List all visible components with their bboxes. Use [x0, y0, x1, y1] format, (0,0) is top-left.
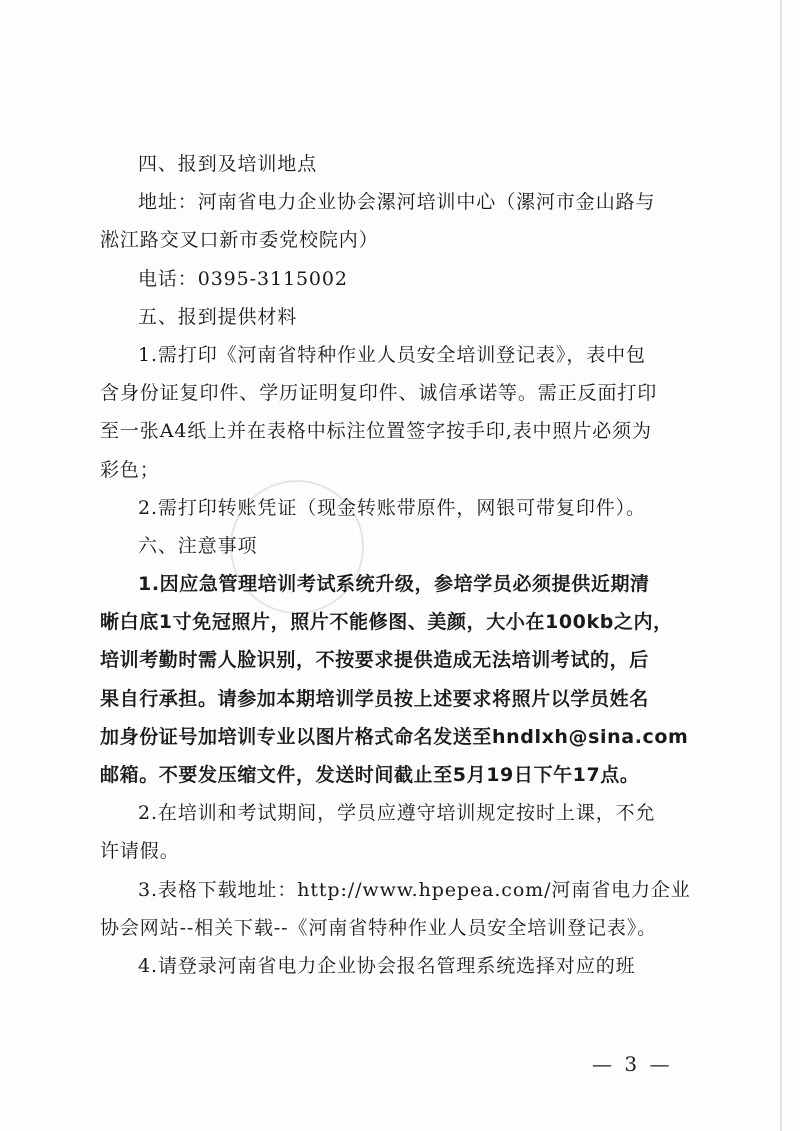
s5-item1-line: 至一张A4纸上并在表格中标注位置签字按手印,表中照片必须为	[100, 420, 652, 443]
s6-item4-line: 4.请登录河南省电力企业协会报名管理系统选择对应的班	[138, 954, 636, 977]
s6-item1-line: 1.因应急管理培训考试系统升级，参培学员必须提供近期清	[138, 573, 650, 596]
s5-item2-line: 2.需打印转账凭证（现金转账带原件，网银可带复印件）。	[138, 496, 646, 519]
s6-item1-line: 邮箱。不要发压缩文件，发送时间截止至5月19日下午17点。	[100, 764, 640, 786]
s6-item1-line: 加身份证号加培训专业以图片格式命名发送至hndlxh@sina.com	[100, 725, 689, 748]
page-number: — 3 —	[592, 1052, 673, 1076]
section6-heading: 六、注意事项	[138, 534, 258, 557]
address-line: 地址：河南省电力企业协会漯河培训中心（漯河市金山路与	[138, 191, 656, 214]
s6-item2-line: 许请假。	[100, 840, 180, 863]
s6-item1-line: 晰白底1寸免冠照片，照片不能修图、美颜，大小在100kb之内，	[100, 611, 673, 634]
s5-item1-line: 彩色；	[100, 458, 160, 481]
document-body	[100, 145, 691, 985]
s5-item1-line: 含身份证复印件、学历证明复印件、诚信承诺等。需正反面打印	[100, 382, 658, 405]
s6-item3-line: 协会网站--相关下载--《河南省特种作业人员安全培训登记表》。	[100, 916, 658, 939]
s6-item3-line: 3.表格下载地址：http://www.hpepea.com/河南省电力企业	[138, 878, 691, 901]
s6-item1-line: 果自行承担。请参加本期培训学员按上述要求将照片以学员姓名	[100, 687, 649, 710]
section4-heading: 四、报到及培训地点	[138, 153, 318, 175]
phone-line: 电话：0395-3115002	[138, 267, 348, 290]
section5-heading: 五、报到提供材料	[138, 305, 298, 328]
s6-item1-line: 培训考勤时需人脸识别，不按要求提供造成无法培训考试的，后	[100, 649, 649, 672]
s6-item2-line: 2.在培训和考试期间，学员应遵守培训规定按时上课，不允	[138, 802, 656, 825]
scan-edge	[780, 0, 782, 1131]
address-line-cont: 淞江路交叉口新市委党校院内）	[100, 229, 379, 252]
s5-item1-line: 1.需打印《河南省特种作业人员安全培训登记表》，表中包	[138, 343, 646, 366]
